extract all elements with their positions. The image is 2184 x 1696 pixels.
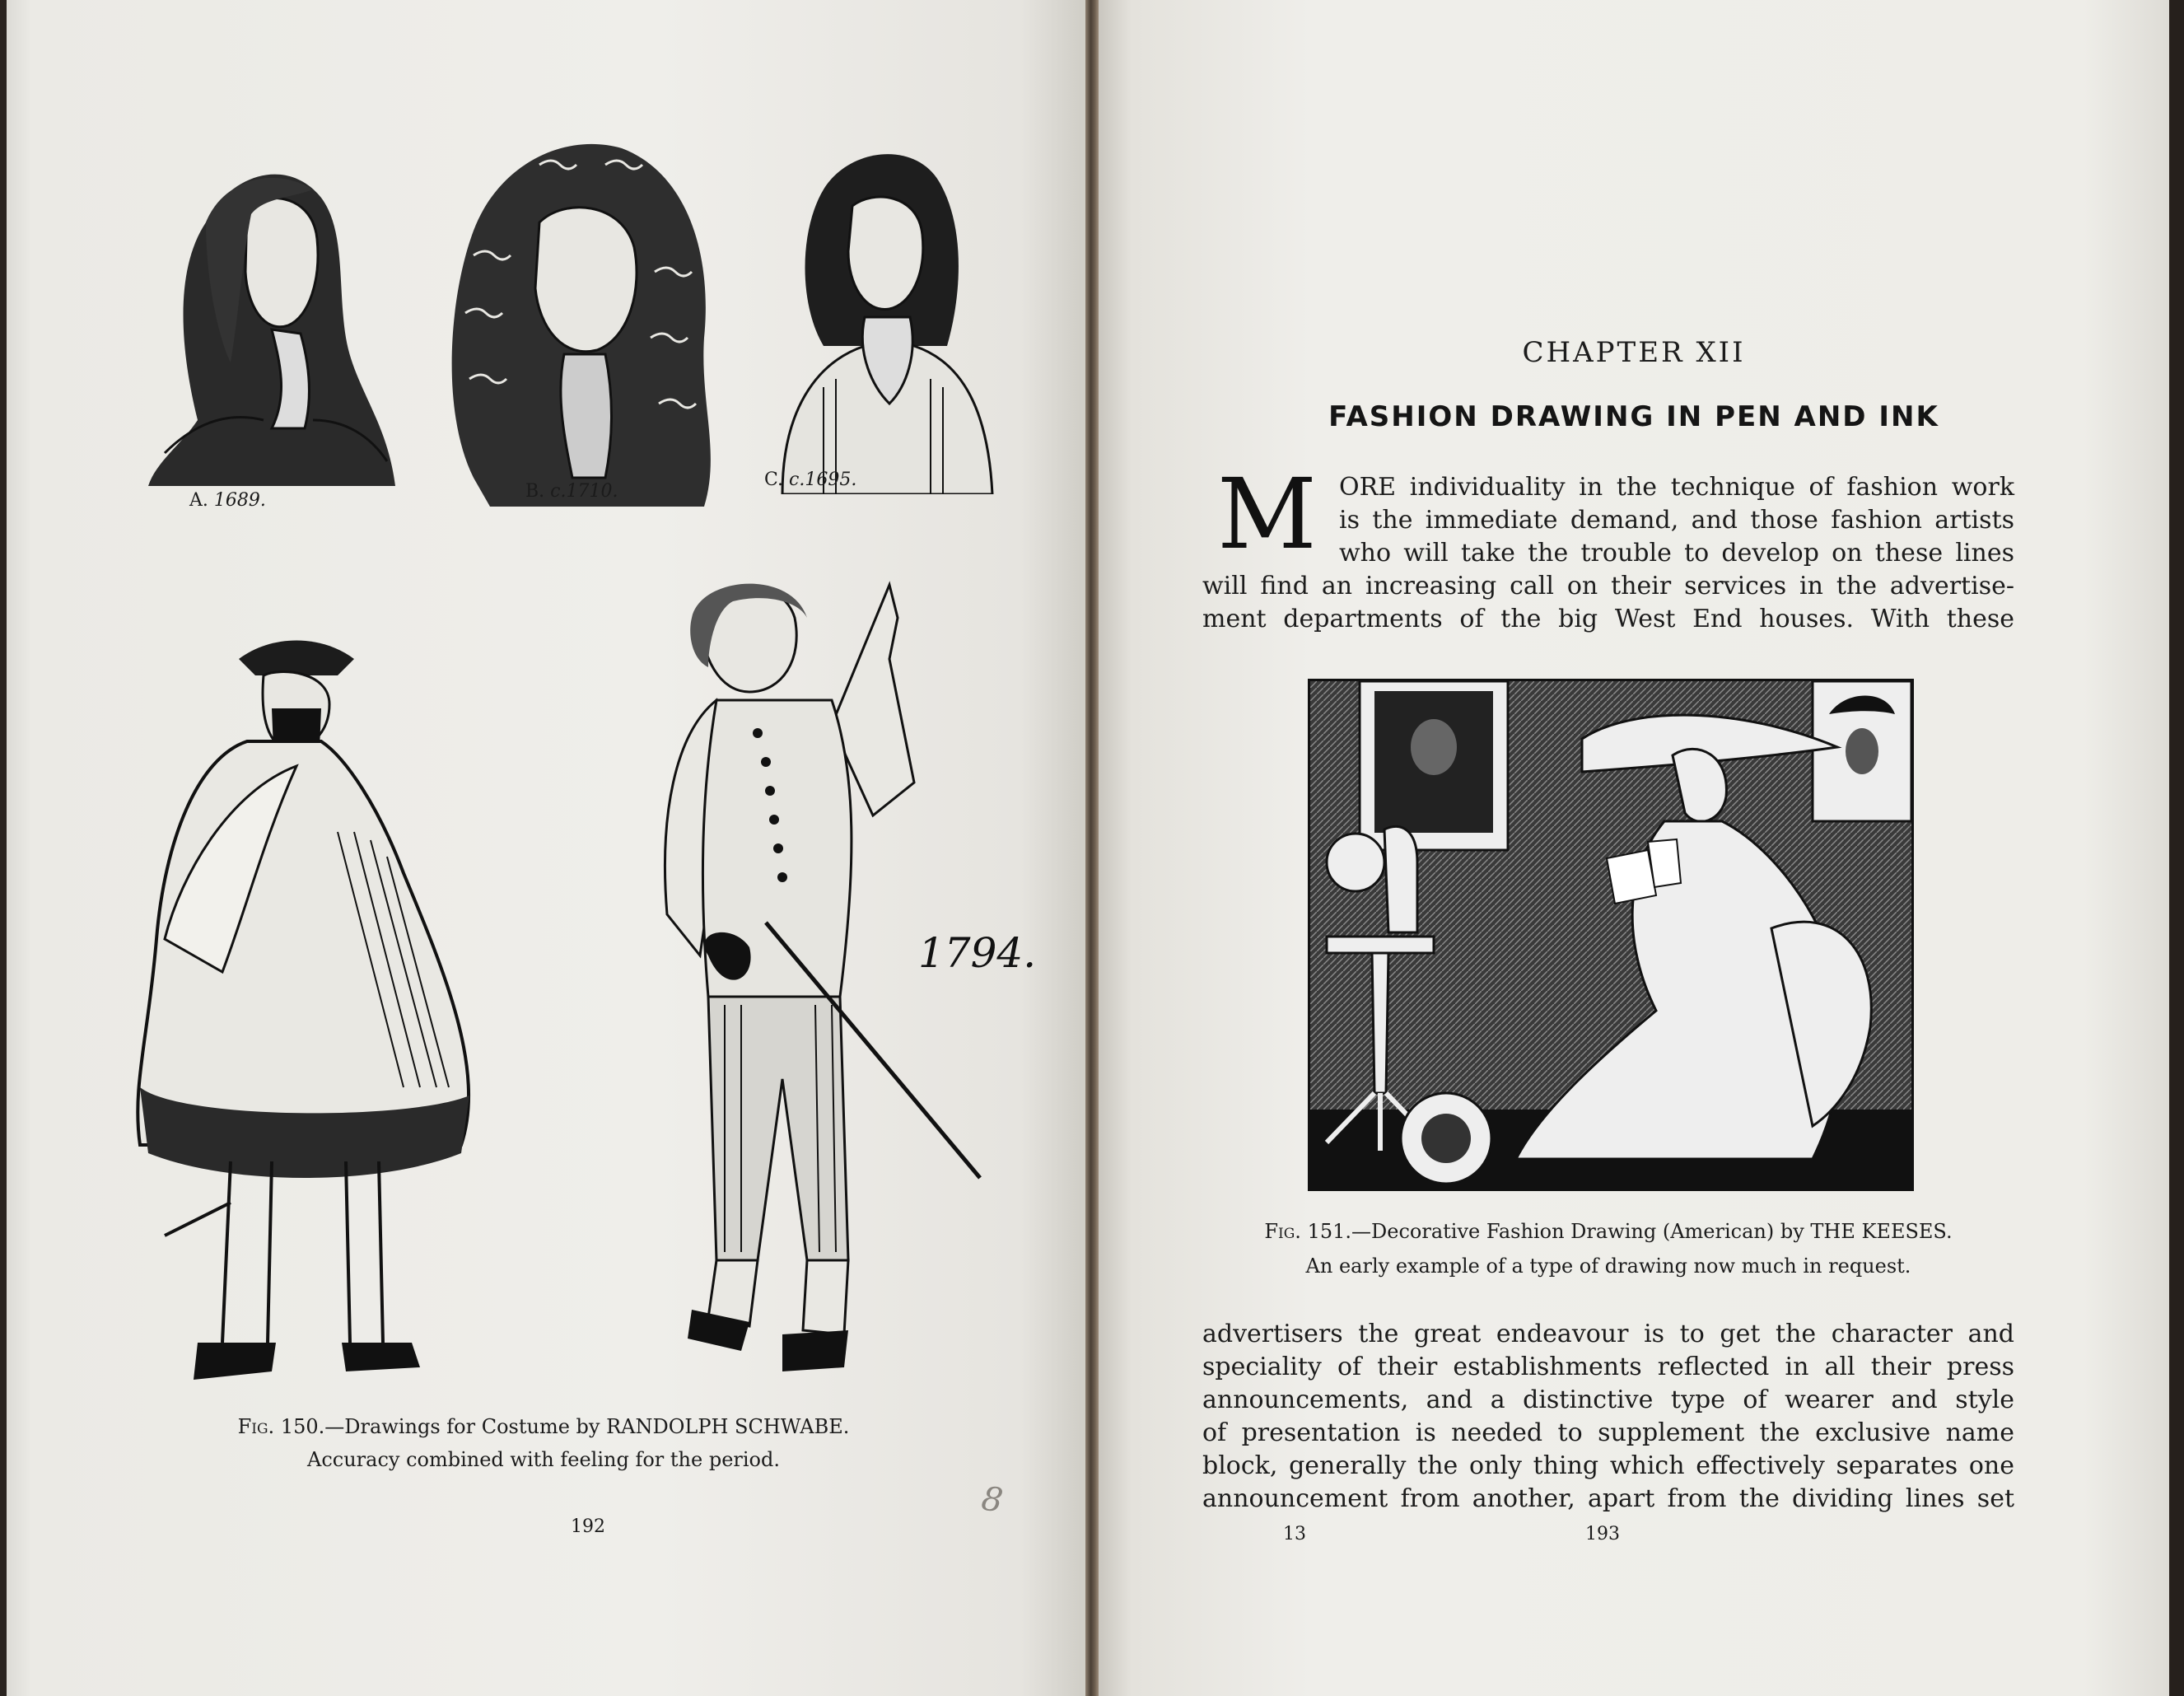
intro-line: ment departments of the big West End houses. With these — [1202, 605, 2014, 633]
portrait-b-illustration — [441, 132, 729, 507]
fashion-drawing-illustration — [1308, 679, 1914, 1191]
body-line: of presentation is needed to supplement the exclusive name — [1202, 1418, 2014, 1447]
chapter-title: FASHION DRAWING IN PEN AND INK — [1328, 400, 1939, 433]
fig-150-caption — [132, 1410, 955, 1476]
page-number-right: 193 — [1585, 1524, 1620, 1544]
portrait-a-illustration — [148, 148, 395, 486]
intro-paragraph — [1202, 471, 2014, 636]
fig-151-caption-line2: An early example of a type of drawing now much in request. — [1305, 1254, 1911, 1278]
portrait-b-label: B. c.1710. — [525, 481, 618, 502]
chapter-number: CHAPTER XII — [1522, 336, 1746, 369]
intro-line: will find an increasing call on their services in the advertise- — [1202, 572, 2014, 600]
pencil-mark: 8 — [978, 1479, 1006, 1521]
cloaked-figure-illustration — [132, 626, 544, 1409]
body-line: announcements, and a distinctive type of wearer and style — [1202, 1385, 2014, 1414]
fig-151-caption — [1202, 1214, 2014, 1283]
body-line: advertisers the great endeavour is to get the character and — [1202, 1320, 2014, 1348]
fig-150-caption-line2: Accuracy combined with feeling for the period. — [307, 1448, 780, 1471]
intro-line: is the immediate demand, and those fashion artists — [1339, 506, 2014, 535]
intro-line: who will take the trouble to develop on these lines — [1339, 539, 2014, 568]
year-1794-label: 1794. — [918, 929, 1037, 977]
intro-line: ORE individuality in the technique of fashion work — [1339, 473, 2014, 502]
portrait-c-label: C. c.1695. — [764, 470, 857, 490]
book-edge-left — [0, 0, 7, 1696]
body-paragraph — [1202, 1318, 2014, 1516]
portrait-c-illustration — [766, 140, 996, 494]
body-line: block, generally the only thing which effectively separates one — [1202, 1451, 2014, 1480]
fig-151-caption-line1: Fig. 151.—Decorative Fashion Drawing (American) by THE KEESES. — [1264, 1220, 1953, 1243]
body-line: speciality of their establishments reflected in all their press — [1202, 1353, 2014, 1381]
portrait-a-label: A. 1689. — [189, 490, 266, 511]
signature-mark: 13 — [1283, 1524, 1306, 1544]
body-line: announcement from another, apart from the dividing lines set — [1202, 1484, 2014, 1513]
fig-150-caption-line1: Fig. 150.—Drawings for Costume by RANDOLPH SCHWABE. — [237, 1415, 850, 1438]
book-gutter — [1085, 0, 1099, 1696]
drop-cap: M — [1217, 457, 1317, 571]
book-edge-right — [2169, 0, 2184, 1696]
page-number-left: 192 — [571, 1516, 605, 1537]
